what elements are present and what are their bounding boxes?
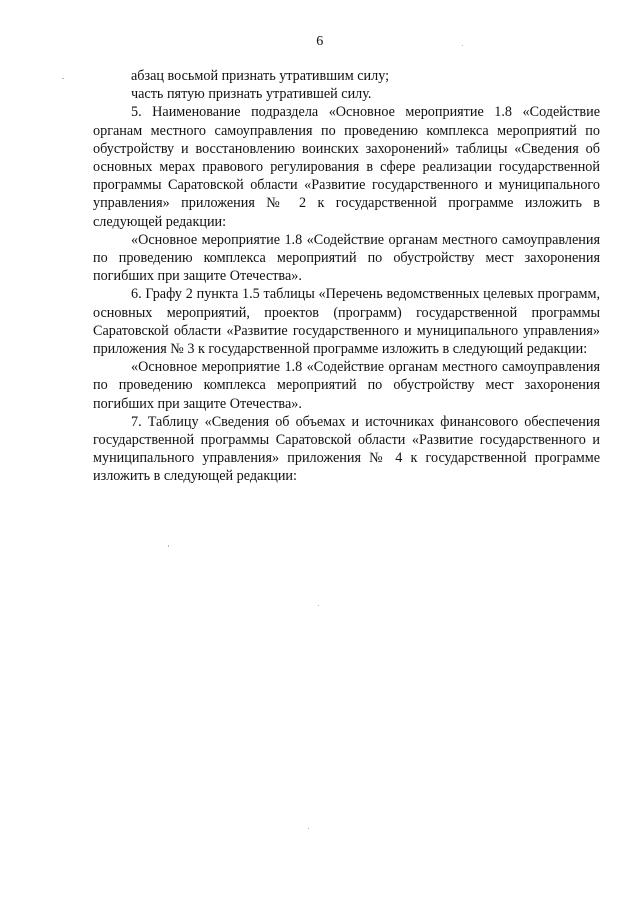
paragraph-1: абзац восьмой признать утратившим силу; — [131, 68, 390, 84]
scan-speck — [318, 605, 319, 606]
scan-speck — [462, 45, 463, 46]
scan-speck — [168, 545, 169, 547]
paragraph-2: часть пятую признать утратившей силу. — [131, 86, 372, 103]
document-body — [93, 67, 600, 486]
page-number: 6 — [316, 34, 324, 49]
paragraph-6: «Основное мероприятие 1.8 «Содействие органам местного самоуправления по проведению комплекса мероприятий по обустройству мест захоронения погибших при защите Отечества». — [93, 359, 600, 412]
paragraph-3: 5. Наименование подраздела «Основное мероприятие 1.8 «Содействие органам местного самоуправления по проведению комплекса мероприятий по обустройству и восстановлению воинских захоронений» таблицы «Сведения об основных мерах правового регулирования в сфере реализации государственной программы Саратовской области «Развитие государственного и муниципального управления» приложения № 2 к государственной программе изложить в следующей редакции: — [93, 104, 600, 230]
scan-speck — [62, 78, 64, 79]
paragraph-5: 6. Графу 2 пункта 1.5 таблицы «Перечень ведомственных целевых программ, основных мероприятий, проектов (программ) государственной программы Саратовской области «Развитие государственного и муниципального управления» приложения № 3 к государственной программе изложить в следующий редакции: — [93, 286, 600, 358]
scan-speck — [308, 828, 309, 829]
paragraph-7: 7. Таблицу «Сведения об объемах и источниках финансового обеспечения государственной программы Саратовской области «Развитие государственного и муниципального управления» приложения № 4 к государственной программе изложить в следующей редакции: — [93, 413, 600, 485]
paragraph-4: «Основное мероприятие 1.8 «Содействие органам местного самоуправления по проведению комплекса мероприятий по обустройству мест захоронения погибших при защите Отечества». — [93, 231, 600, 285]
